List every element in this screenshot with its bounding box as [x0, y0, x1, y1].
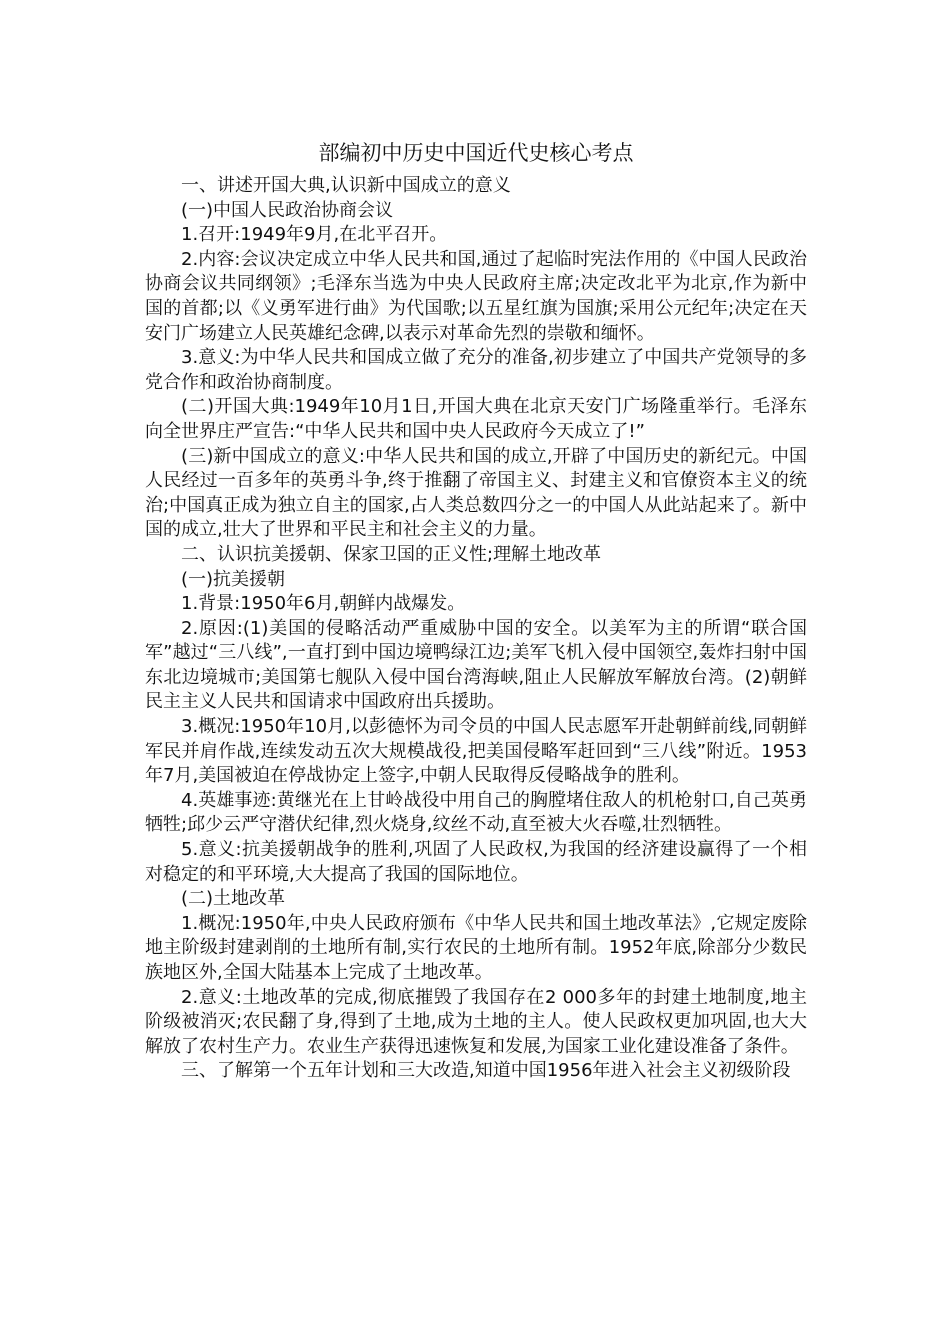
subheading-cppcc: (一)中国人民政治协商会议	[181, 199, 394, 221]
subheading-korean-war: (一)抗美援朝	[181, 568, 286, 590]
paragraph-founding-ceremony: (二)开国大典:1949年10月1日,开国大典在北京天安门广场隆重举行。毛泽东向全世界庄严宣告:“中华人民共和国中央人民政府今天成立了!”	[145, 396, 807, 442]
paragraph-land-reform-overview: 1.概况:1950年,中央人民政府颁布《中华人民共和国土地改革法》,它规定废除地主阶级封建剥削的土地所有制,实行农民的土地所有制。1952年底,除部分少数民族地区外,全国大陆基本上完成了土地改革。	[145, 912, 807, 983]
paragraph-korean-war-heroes: 4.英雄事迹:黄继光在上甘岭战役中用自己的胸膛堵住敌人的机枪射口,自己英勇牺牲;邱少云严守潜伏纪律,烈火烧身,纹丝不动,直至被大火吞噬,壮烈牺牲。	[145, 789, 807, 836]
paragraph-korean-war-background: 1.背景:1950年6月,朝鲜内战爆发。	[181, 593, 466, 615]
paragraph-cppcc-content: 2.内容:会议决定成立中华人民共和国,通过了起临时宪法作用的《中国人民政治协商会议共同纲领》;毛泽东当选为中央人民政府主席;决定改北平为北京,作为新中国的首都;以《义勇军进行曲》为代国歌;以五星红旗为国旗;采用公元纪年;决定在天安门广场建立人民英雄纪念碑,以表示对革命先烈的崇敬和缅怀。	[145, 248, 807, 344]
subheading-land-reform: (二)土地改革	[181, 888, 286, 910]
heading-section-2: 二、认识抗美援朝、保家卫国的正义性;理解土地改革	[181, 543, 602, 565]
paragraph-korean-war-overview: 3.概况:1950年10月,以彭德怀为司令员的中国人民志愿军开赴朝鲜前线,同朝鲜军民并肩作战,连续发动五次大规模战役,把美国侵略军赶回到“三八线”附近。1953年7月,美国被迫在停战协定上签字,中朝人民取得反侵略战争的胜利。	[145, 716, 807, 787]
paragraph-founding-significance: (三)新中国成立的意义:中华人民共和国的成立,开辟了中国历史的新纪元。中国人民经过一百多年的英勇斗争,终于推翻了帝国主义、封建主义和官僚资本主义的统治;中国真正成为独立自主的国家,占人类总数四分之一的中国人从此站起来了。新中国的成立,壮大了世界和平民主和社会主义的力量。	[145, 445, 807, 541]
paragraph-korean-war-significance: 5.意义:抗美援朝战争的胜利,巩固了人民政权,为我国的经济建设赢得了一个相对稳定的和平环境,大大提高了我国的国际地位。	[145, 839, 807, 885]
paragraph-land-reform-significance: 2.意义:土地改革的完成,彻底摧毁了我国存在2 000多年的封建土地制度,地主阶级被消灭;农民翻了身,得到了土地,成为土地的主人。使人民政权更加巩固,也大大解放了农村生产力。农业生产获得迅速恢复和发展,为国家工业化建设准备了条件。	[145, 986, 807, 1057]
paragraph-cppcc-significance: 3.意义:为中华人民共和国成立做了充分的准备,初步建立了中国共产党领导的多党合作和政治协商制度。	[145, 347, 807, 393]
document-page	[145, 130, 807, 1084]
paragraph-korean-war-causes: 2.原因:(1)美国的侵略活动严重威胁中国的安全。以美军为主的所谓“联合国军”越过“三八线”,一直打到中国边境鸭绿江边;美军飞机入侵中国领空,轰炸扫射中国东北边境城市;美国第七舰队入侵中国台湾海峡,阻止人民解放军解放台湾。(2)朝鲜民主主义人民共和国请求中国政府出兵援助。	[145, 617, 807, 713]
paragraph-cppcc-convening: 1.召开:1949年9月,在北平召开。	[181, 224, 448, 246]
heading-section-1: 一、讲述开国大典,认识新中国成立的意义	[181, 175, 511, 196]
heading-section-3: 三、了解第一个五年计划和三大改造,知道中国1956年进入社会主义初级阶段	[181, 1060, 791, 1082]
document-title: 部编初中历史中国近代史核心考点	[318, 141, 634, 165]
